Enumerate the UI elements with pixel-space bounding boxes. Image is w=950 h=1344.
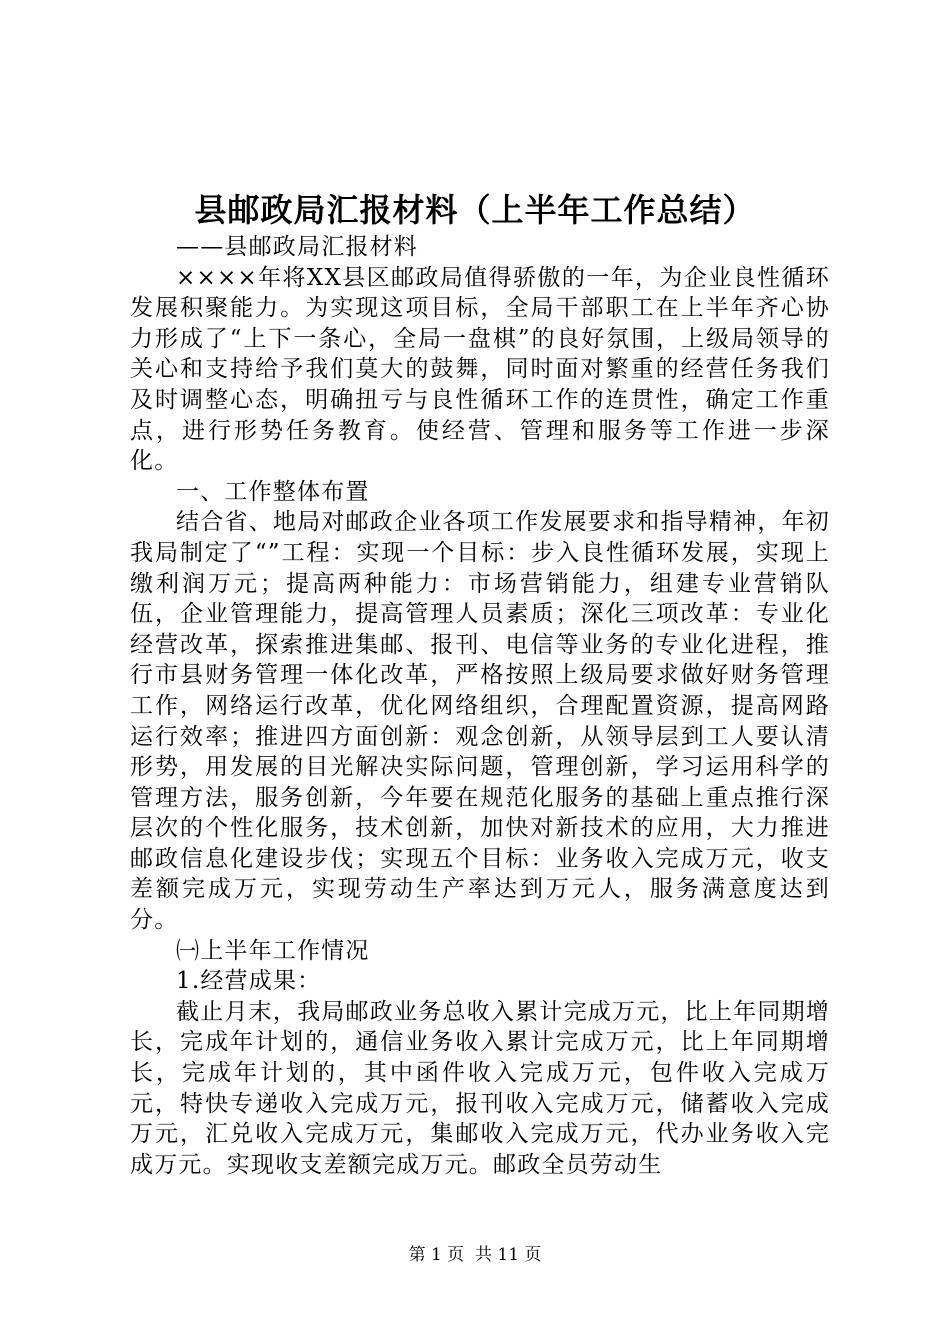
overall-layout-paragraph: 结合省、地局对邮政企业各项工作发展要求和指导精神，年初我局制定了“”工程：实现一个目标：步入良性循环发展，实现上缴利润万元；提高两种能力：市场营销能力，组建专业营销队伍，企业管理能力，提高管理人员素质；深化三项改革：专业化经营改革，探索推进集邮、报刊、电信等业务的专业化进程，推行市县财务管理一体化改革，严格按照上级局要求做好财务管理工作，网络运行改革，优化网络组织，合理配置资源，提高网路运行效率；推进四方面创新：观念创新，从领导层到工人要认清形势，用发展的目光解决实际问题，管理创新，学习运用科学的管理方法，服务创新，今年要在规范化服务的基础上重点推行深层次的个性化服务，技术创新，加快对新技术的应用，大力推进邮政信息化建设步伐；实现五个目标：业务收入完成万元，收支差额完成万元，实现劳动生产率达到万元人，服务满意度达到分。 — [130, 509, 830, 934]
document-subtitle: ——县邮政局汇报材料 — [176, 234, 418, 260]
subsection-heading-first-half: ㈠上半年工作情况 — [176, 937, 370, 964]
page-number-label: 第 1 页 共 11 页 — [408, 1245, 542, 1265]
business-results-paragraph: 截止月末，我局邮政业务总收入累计完成万元，比上年同期增长，完成年计划的，通信业务收入累计完成万元，比上年同期增长，完成年计划的，其中函件收入完成万元，包件收入完成万元，特快专递收入完成万元，报刊收入完成万元，储蓄收入完成万元，汇兑收入完成万元，集邮收入完成万元，代办业务收入完成万元。实现收支差额完成万元。邮政全员劳动生 — [130, 998, 830, 1178]
intro-paragraph: ××××年将XX县区邮政局值得骄傲的一年，为企业良性循环发展积聚能力。为实现这项目标，全局干部职工在上半年齐心协力形成了“上下一条心，全局一盘棋”的良好氛围，上级局领导的关心和支持给予我们莫大的鼓舞，同时面对繁重的经营任务我们及时调整心态，明确扭亏与良性循环工作的连贯性，确定工作重点，进行形势任务教育。使经营、管理和服务等工作进一步深化。 — [130, 264, 830, 475]
page-footer — [0, 1244, 950, 1266]
item-heading-business-results: 1.经营成果： — [176, 968, 322, 995]
document-title: 县邮政局汇报材料（上半年工作总结） — [194, 191, 756, 229]
document-body — [130, 232, 830, 1180]
section-heading-overall-layout: 一、工作整体布置 — [176, 478, 370, 505]
